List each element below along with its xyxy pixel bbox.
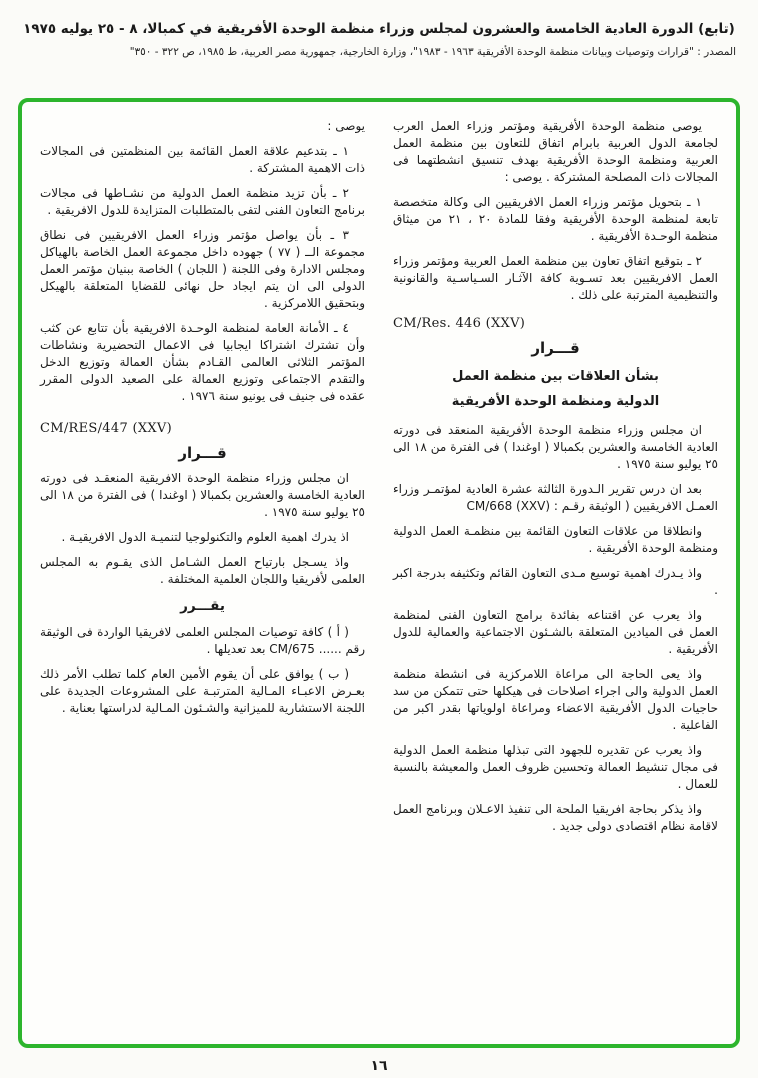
resolution-subject-line1: بشأن العلاقات بين منظمة العمل	[452, 369, 659, 384]
decision-item-a: ( أ ) كافة توصيات المجلس العلمى لافريقيا الواردة فى الوثيقة رقم ...... CM/675 بعد تعديلها .	[40, 625, 365, 656]
recommendation-item-3-left: ٣ ـ بأن يواصل مؤتمر وزراء العمل الافريقيين فى نطاق مجموعة الــ ( ٧٧ ) جهوده داخل مجموعة العمل الخاصة بالهياكل ومجلس الادارة وفى اللجنة ( اللجان ) الخاصة ببنيان مؤتمر العمل الدولى الى ان يتم ايجاد حل نهائى للقضايا المتعلقة بالهيكل وبتحقيق اللامركزية .	[40, 228, 365, 310]
paragraph-cooperation-basis: وانطلاقا من علاقات التعاون القائمة بين منظمـة العمل الدولية ومنظمة الوحدة الأفريقية .	[393, 524, 718, 556]
recommendation-item-2: ٢ ـ بتوقيع اتفاق تعاون بين منظمة العمل العربية ومؤتمر وزراء العمل الافريقيين بعد تسـوية كافة الآثـار السـياسـية والقانونية والتنظيمية المترتبة على ذلك .	[393, 254, 718, 302]
header-title: (تابع) الدورة العادية الخامسة والعشرون لمجلس وزراء منظمة الوحدة الأفريقية في كمبالا، ٨ - ٢٥ يوليه ١٩٧٥	[23, 21, 735, 37]
resolution-ref-446: CM/Res. 446 (XXV)	[393, 316, 526, 331]
paragraph-expand-cooperation: واذ يـدرك اهمية توسيع مـدى التعاون القائم وتكثيفه بدرجة اكبر .	[393, 566, 718, 598]
left-column	[40, 118, 365, 1034]
paragraph-science-importance: اذ يدرك اهمية العلوم والتكنولوجيا لتنميـة الدول الافريقيـة .	[61, 530, 349, 544]
page-number: ١٦	[370, 1058, 388, 1074]
paragraph-opening-446: ان مجلس وزراء منظمة الوحدة الأفريقية المنعقد فى دورته العادية الخامسة والعشرين بكمبالا ( اوغندا ) فى الفترة من ١٨ الى ٢٥ يوليو سنة ١٩٧٥ .	[393, 423, 719, 472]
paragraph-conviction: واذ يعرب عن اقتناعه بفائدة برامج التعاون الفنى لمنظمة العمل فى الميادين المتعلقة بالشـئون الاجتماعية والعمالية للدول الأفريقية .	[393, 608, 718, 657]
resolution-heading-446: قـــرار	[531, 339, 580, 357]
paragraph-appreciation: واذ يعرب عن تقديره للجهود التى تبذلها منظمة العمل الدولية فى مجال تنشيط العمالة وتحسين ظروف العمل والمعيشة بالنسبة للعمال .	[393, 743, 718, 792]
paragraph-recall-declaration: واذ يذكر بحاجة افريقيا الملحة الى تنفيذ الاعـلان وبرنامج العمل لاقامة نظام اقتصادى دولى جديد .	[393, 802, 718, 834]
paragraph-decentralization: واذ يعى الحاجة الى مراعاة اللامركزية فى انشطة منظمة العمل الدولية والى اجراء اصلاحات فى هيكلها حتى تتمكن من سد حاجيات الدول الأفريقية الاعضاء ومراعاة اولوياتها بقدر اكبر من الفاعلية .	[393, 667, 718, 733]
content-frame	[18, 98, 740, 1048]
decides-heading: يقـــرر	[180, 598, 225, 614]
recommends-label: يوصى :	[327, 119, 365, 133]
recommendation-item-1-left: ١ ـ بتدعيم علاقة العمل القائمة بين المنظمتين فى المجالات ذات الاهمية المشتركة .	[40, 144, 365, 175]
paragraph-report: بعد ان درس تقرير الـدورة الثالثة عشرة العادية لمؤتمـر وزراء العمـل الافريقيين ( الوثيقة رقـم : CM/668 (XXV)	[393, 482, 718, 514]
recommendation-item-1: ١ ـ بتحويل مؤتمر وزراء العمل الافريقيين الى وكالة متخصصة تابعة لمنظمة الوحدة الأفريقية وفقا للمادة ٢٠ ، ٢١ من ميثاق منظمة الوحـدة الأفريقية .	[393, 195, 719, 243]
resolution-subject	[393, 365, 718, 414]
paragraph-scientific-council: واذ يسـجل بارتياح العمل الشـامل الذى يقـوم به المجلس العلمى لأفريقيا واللجان العلمية المختلفة .	[40, 555, 365, 586]
decision-item-b: ( ب ) يوافق على أن يقوم الأمين العام كلما تطلب الأمر ذلك بعـرض الاعبـاء المـالية المترتبـة على المشروعات الجديدة على اللجنة الاستشارية للميزانية والشـئون المـالية لدراستها بعناية .	[40, 667, 365, 715]
recommendation-item-4-left: ٤ ـ الأمانة العامة لمنظمة الوحـدة الافريقية بأن تتابع عن كثب وأن تشترك اشتراكا ايجابيا فى الاعمال التحضيرية ونشاطات المؤتمر الثلاثى العالمى القـادم بشأن العمالة وتوزيع الدخل والتقدم الاجتماعى وتوزيع العمالة على الصعيد الدولى المقرر عقده فى جنيف فى يونيو سنة ١٩٧٦ .	[40, 321, 365, 403]
source-line: المصدر : "قرارات وتوصيات وبيانات منظمة الوحدة الأفريقية ١٩٦٣ - ١٩٨٣"، وزارة الخارجية، جمهورية مصر العربية، ط ١٩٨٥، ص ٣٢٢ - ٣٥٠"	[129, 45, 736, 58]
paragraph-recommendation-intro: يوصى منظمة الوحدة الأفريقية ومؤتمر وزراء العمل العرب لجامعة الدول العربية بابرام اتفاق للتعاون بين منظمة العمل العربية ومنظمة الوحدة الأفريقية بهدف تنسيق انشطتهما فى المجالات ذات المصلحة المشتركة . يوصى :	[393, 119, 718, 184]
page-header	[0, 0, 758, 58]
columns-wrapper	[40, 118, 718, 1034]
right-column	[393, 118, 718, 1034]
paragraph-opening-447: ان مجلس وزراء منظمة الوحدة الافريقية المنعقـد فى دورته العادية الخامسة والعشرين بكمبالا ( اوغندا ) فى الفترة من ١٨ الى ٢٥ يوليو سنة ١٩٧٥ .	[40, 471, 366, 519]
resolution-subject-line2: الدولية ومنظمة الوحدة الأفريقية	[451, 393, 660, 409]
resolution-ref-447: CM/RES/447 (XXV)	[40, 421, 172, 436]
resolution-heading-447: قـــرار	[178, 444, 227, 462]
recommendation-item-2-left: ٢ ـ بأن تزيد منظمة العمل الدولية من نشـاطها فى مجالات برنامج التعاون الفنى لتفى بالمتطلبات المتزايدة للدول الافريقية .	[40, 186, 365, 217]
